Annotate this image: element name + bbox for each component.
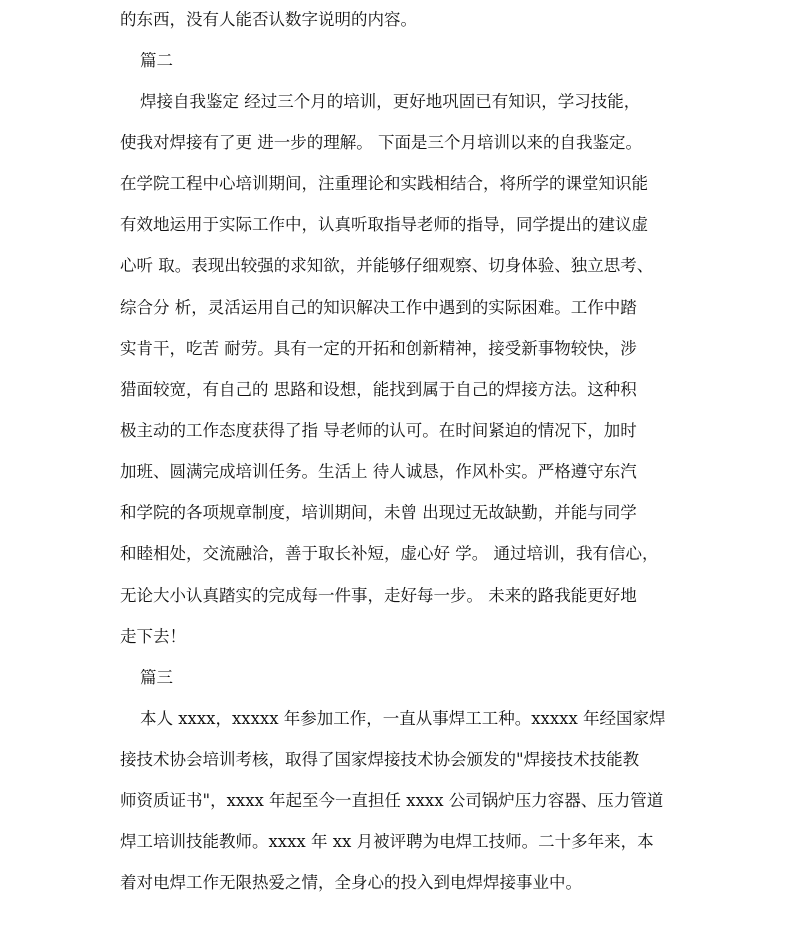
section-heading-2: 篇二	[140, 51, 173, 70]
text-line-7: 心听 取。表现出较强的求知欲，并能够仔细观察、切身体验、独立思考、	[120, 256, 654, 275]
text-line-14: 和睦相处，交流融洽，善于取长补短，虚心好 学。 通过培训，我有信心，	[120, 544, 659, 563]
text-line-19: 接技术协会培训考核，取得了国家焊接技术协会颁发的"焊接技术技能教	[120, 750, 640, 769]
text-line-16: 走下去！	[120, 627, 186, 646]
text-line-3: 焊接自我鉴定 经过三个月的培训，更好地巩固已有知识，学习技能，	[140, 92, 641, 111]
text-line-20: 师资质证书"，xxxx 年起至今一直担任 xxxx 公司锅炉压力容器、压力管道	[120, 791, 664, 810]
text-line-12: 加班、圆满完成培训任务。生活上 待人诚恳，作风朴实。严格遵守东汽	[120, 462, 637, 481]
text-line-18: 本人 xxxx，xxxxx 年参加工作，一直从事焊工工种。xxxxx 年经国家焊	[140, 709, 666, 728]
text-line-22: 着对电焊工作无限热爱之情，全身心的投入到电焊焊接事业中。	[120, 873, 582, 892]
section-heading-3: 篇三	[140, 668, 173, 687]
text-line-15: 无论大小认真踏实的完成每一件事，走好每一步。 未来的路我能更好地	[120, 586, 637, 605]
text-line-13: 和学院的各项规章制度，培训期间，未曾 出现过无故缺勤，并能与同学	[120, 503, 637, 522]
text-line-4: 使我对焊接有了更 进一步的理解。 下面是三个月培训以来的自我鉴定。	[120, 133, 642, 152]
text-line-6: 有效地运用于实际工作中，认真听取指导老师的指导，同学提出的建议虚	[120, 215, 648, 234]
text-line-21: 焊工培训技能教师。xxxx 年 xx 月被评聘为电焊工技师。二十多年来，本	[120, 832, 654, 851]
text-line-5: 在学院工程中心培训期间，注重理论和实践相结合，将所学的课堂知识能	[120, 174, 648, 193]
text-line-11: 极主动的工作态度获得了指 导老师的认可。在时间紧迫的情况下，加时	[120, 421, 637, 440]
text-line-1: 的东西，没有人能否认数字说明的内容。	[120, 10, 417, 29]
text-line-9: 实肯干，吃苦 耐劳。具有一定的开拓和创新精神，接受新事物较快，涉	[120, 339, 637, 358]
text-line-10: 猎面较宽，有自己的 思路和设想，能找到属于自己的焊接方法。这种积	[120, 380, 637, 399]
text-line-8: 综合分 析，灵活运用自己的知识解决工作中遇到的实际困难。工作中踏	[120, 298, 637, 317]
